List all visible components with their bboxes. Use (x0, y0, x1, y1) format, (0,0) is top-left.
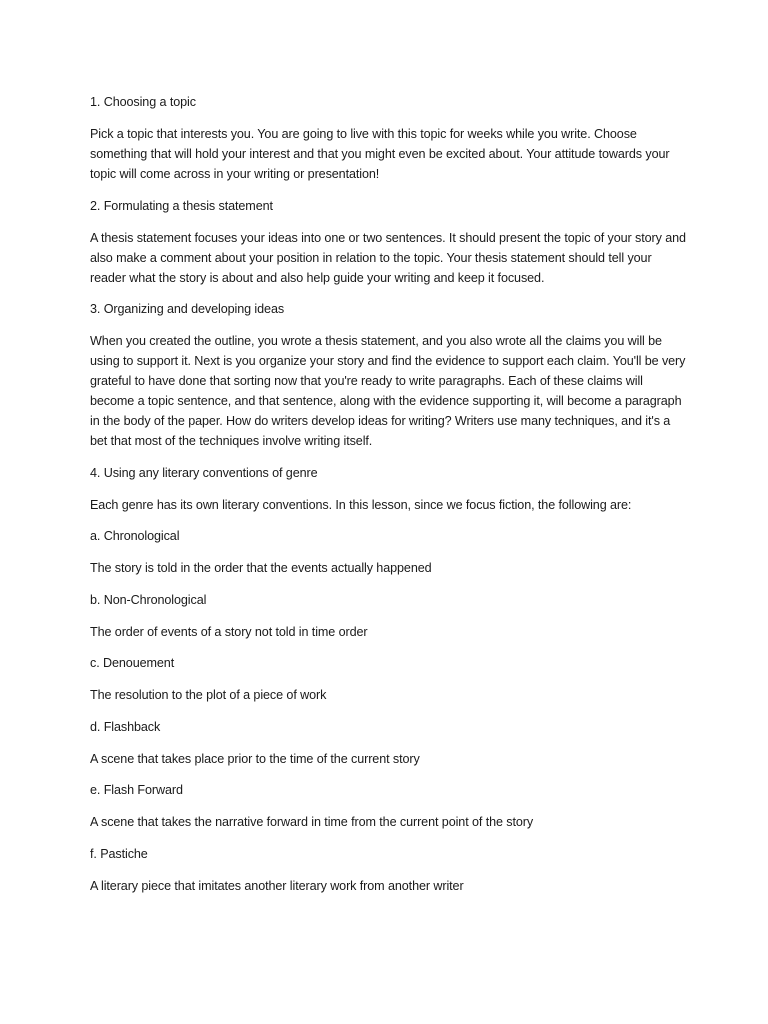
section-heading-choosing-topic: 1. Choosing a topic (90, 95, 196, 109)
definition-chronological: The story is told in the order that the events actually happened (90, 561, 432, 575)
definition-non-chronological: The order of events of a story not told in time order (90, 624, 368, 639)
section-heading-literary-conventions: 4. Using any literary conventions of genre (90, 465, 318, 480)
term-flashback: d. Flashback (90, 719, 161, 734)
paragraph-organizing-ideas: When you created the outline, you wrote a thesis statement, and you also wrote all the claims you will be using to support it. Next is you organize your story and find the evidence to support each claim. You'll be very grateful to have done that sorting now that you're ready to write paragraphs. Each of these claims will become a topic sentence, and that sentence, along with the evidence supporting it, will become a paragraph in the body of the paper. How do writers develop ideas for writing? Writers use many techniques, and it's a bet that most of the techniques involve writing itself. (90, 334, 686, 448)
definition-pastiche: A literary piece that imitates another literary work from another writer (90, 878, 464, 893)
paragraph-choosing-topic: Pick a topic that interests you. You are going to live with this topic for weeks while you write. Choose something that will hold your interest and that you might even be excited about. Your attitude towards your topic will come across in your writing or presentation! (90, 127, 670, 181)
paragraph-literary-conventions: Each genre has its own literary conventions. In this lesson, since we focus fiction, the following are: (90, 497, 632, 512)
term-pastiche: f. Pastiche (90, 846, 148, 861)
section-heading-thesis-statement: 2. Formulating a thesis statement (90, 198, 273, 213)
term-chronological: a. Chronological (90, 529, 180, 543)
term-non-chronological: b. Non-Chronological (90, 592, 207, 607)
document-page (90, 92, 690, 907)
term-denouement: c. Denouement (90, 656, 175, 670)
definition-flash-forward: A scene that takes the narrative forward in time from the current point of the story (90, 815, 534, 829)
definition-flashback: A scene that takes place prior to the time of the current story (90, 751, 420, 766)
section-heading-organizing-ideas: 3. Organizing and developing ideas (90, 302, 285, 316)
paragraph-thesis-statement: A thesis statement focuses your ideas into one or two sentences. It should present the topic of your story and also make a comment about your position in relation to the topic. Your thesis statement should tell your reader what the story is about and also help guide your writing and keep it focused. (90, 230, 686, 285)
definition-denouement: The resolution to the plot of a piece of work (90, 688, 327, 702)
term-flash-forward: e. Flash Forward (90, 783, 183, 797)
